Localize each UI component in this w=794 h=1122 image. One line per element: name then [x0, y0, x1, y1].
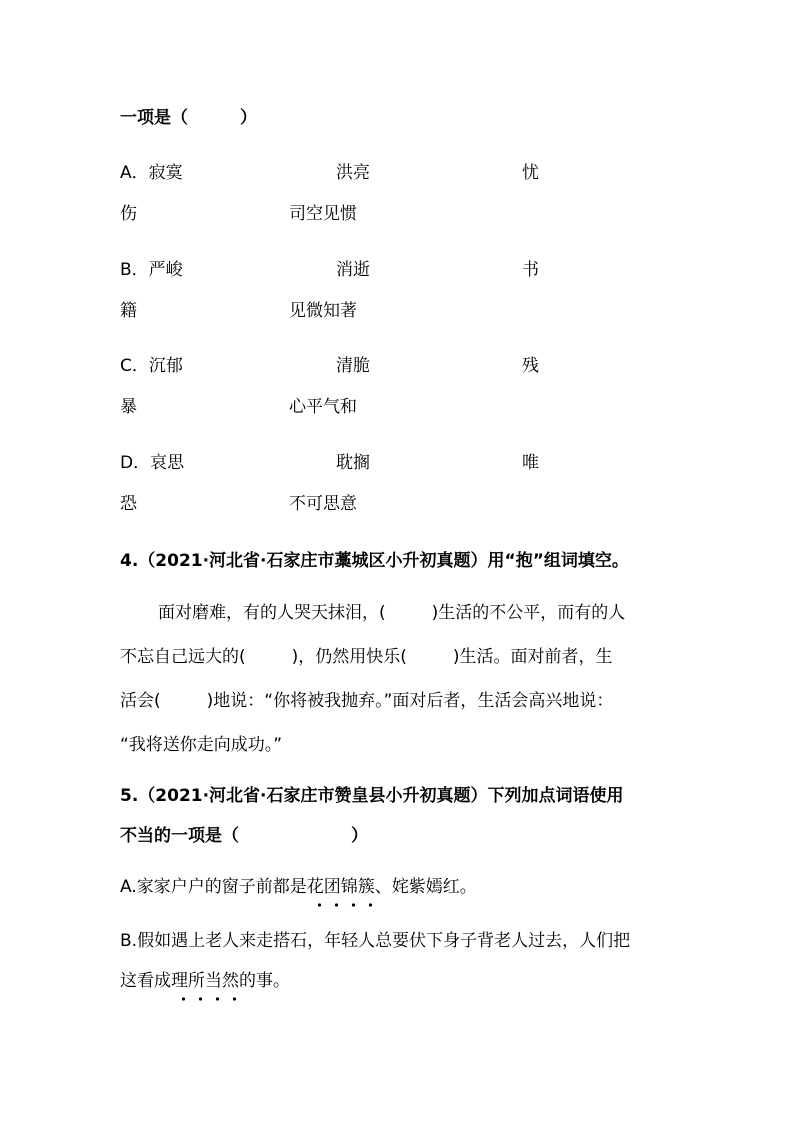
question-5-title-2: 不当的一项是（ ） — [120, 826, 368, 846]
emphasis-dotted-phrase: 花团锦簇 — [306, 877, 375, 897]
question-4-line-4: “我将送你走向成功。” — [120, 735, 283, 755]
question-5-title-1: 5.（2021·河北省·石家庄市赞皇县小升初真题）下列加点词语使用 — [120, 786, 624, 806]
emphasis-dotted-phrase: 理所当然 — [171, 971, 239, 991]
document-page: 一项是（ ） A．寂寞 洪亮 忧 伤 司空见惯 B．严峻 消逝 书 籍 见微知著 C．沉郁 清脆 残 暴 心平气和 D．哀思 耽搁 唯 恐 不可思意 4.（2021·河北省·石家庄市藁城区小升初真题）用“抱”组词填空。 面对磨难，有的人哭天抹泪，( )生活的不公平，而有的人 不忘自己远大的( )，仍然用快乐( )生活。面对前者，生 活会( )地说：“你将被我抛弃。”面对后者，生活会高兴地说： “我将送你走向成功。” 5.（2021·河北省·石家庄市赞皇县小升初真题）下列加点词语使用 不当的一项是（ ） A.家家户户的窗子前都是花团锦簇、姹紫嫣红。 B.假如遇上老人来走搭石，年轻人总要伏下身子背老人过去，人们把 这看成理所当然的事。 — [120, 108, 631, 991]
question-4-title: 4.（2021·河北省·石家庄市藁城区小升初真题）用“抱”组词填空。 — [120, 551, 629, 571]
question-3-tail: 一项是（ ） — [120, 108, 257, 128]
question-4-line-2: 不忘自己远大的( )，仍然用快乐( )生活。面对前者，生 — [120, 647, 613, 667]
question-4-line-3: 活会( )地说：“你将被我抛弃。”面对后者，生活会高兴地说： — [120, 691, 614, 711]
question-5-option-b-line-1: B.假如遇上老人来走搭石，年轻人总要伏下身子背老人过去，人们把 — [120, 931, 631, 951]
question-4-line-1: 面对磨难，有的人哭天抹泪，( )生活的不公平，而有的人 — [158, 603, 626, 623]
question-5-option-a: A.家家户户的窗子前都是花团锦簇、姹紫嫣红。 — [120, 877, 477, 897]
question-5-option-b-line-2: 这看成理所当然的事。 — [120, 971, 290, 991]
